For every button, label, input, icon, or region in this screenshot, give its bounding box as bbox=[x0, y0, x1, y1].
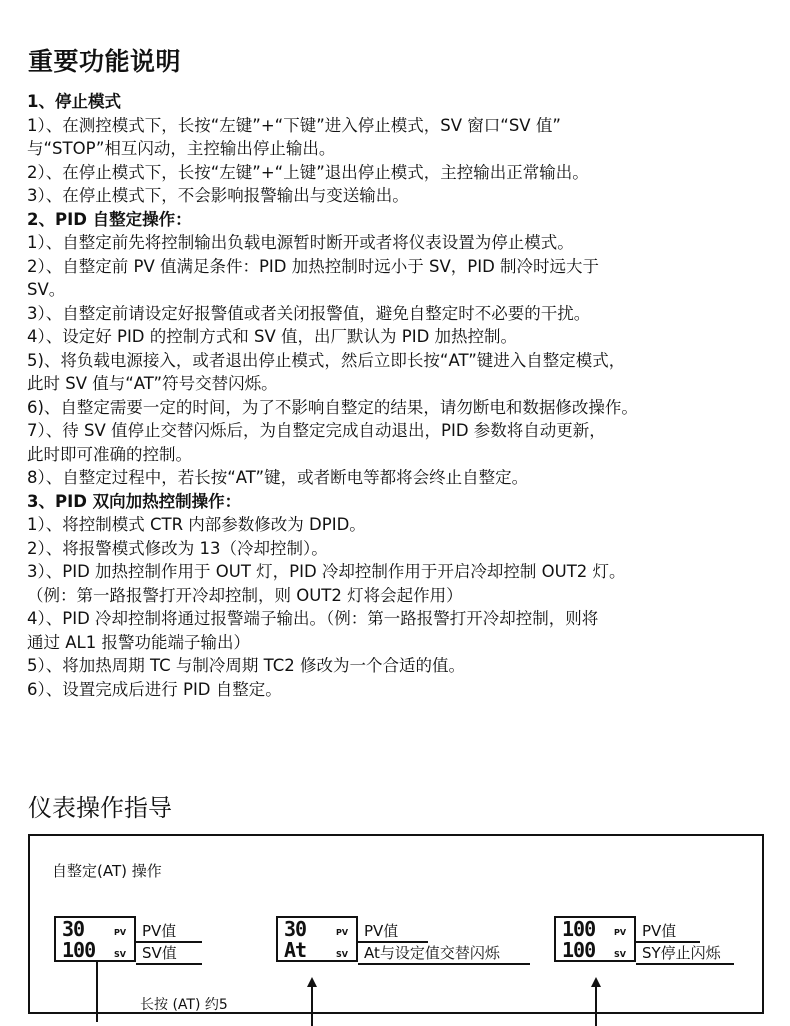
instruction-line: 1）、在测控模式下，长按“左键”+“下键”进入停止模式，SV 窗口“SV 值” bbox=[27, 115, 561, 135]
display-panel-3 bbox=[554, 916, 636, 962]
instruction-line: SV。 bbox=[27, 280, 66, 299]
instruction-line: 3）、PID 加热控制作用于 OUT 灯，PID 冷却控制作用于开启冷却控制 OUT2 灯。 bbox=[27, 562, 626, 581]
instruction-line: 与“STOP”相互闪动，主控输出停止输出。 bbox=[27, 139, 336, 158]
sv-tag: SV bbox=[114, 950, 126, 959]
panel-1-label-pv: PV值 bbox=[142, 922, 177, 940]
sv-readout: 100 bbox=[562, 938, 596, 962]
hold-at-hint: 长按 (AT) 约5 bbox=[140, 997, 228, 1013]
instruction-line: 2）、在停止模式下，长按“左键”+“上键”退出停止模式，主控输出正常输出。 bbox=[27, 162, 589, 182]
instruction-line: 3）、在停止模式下，不会影响报警输出与变送输出。 bbox=[27, 186, 409, 205]
instruction-line: 此时 SV 值与“AT”符号交替闪烁。 bbox=[27, 374, 278, 393]
display-panel-1 bbox=[54, 916, 136, 962]
section-heading: 1、停止模式 bbox=[27, 92, 121, 111]
pv-tag: PV bbox=[614, 928, 627, 937]
pv-readout: 100 bbox=[562, 917, 596, 941]
flow-line bbox=[96, 962, 98, 1022]
display-panel-2 bbox=[276, 916, 358, 962]
flow-line bbox=[311, 986, 313, 1026]
sv-tag: SV bbox=[336, 950, 348, 959]
instruction-line: 7）、待 SV 值停止交替闪烁后，为自整定完成自动退出，PID 参数将自动更新， bbox=[27, 421, 606, 440]
panel-1-label-sv: SV值 bbox=[142, 944, 177, 962]
instruction-line: 此时即可准确的控制。 bbox=[27, 444, 192, 464]
instruction-line: 1）、将控制模式 CTR 内部参数修改为 DPID。 bbox=[27, 515, 366, 534]
page-title: 重要功能说明 bbox=[28, 47, 182, 76]
panel-3-label-sv: SY停止闪烁 bbox=[642, 944, 721, 962]
flow-line bbox=[595, 986, 597, 1026]
instruction-line: 1）、自整定前先将控制输出负载电源暂时断开或者将仪表设置为停止模式。 bbox=[27, 233, 574, 252]
panel-3-label-pv: PV值 bbox=[642, 922, 677, 940]
panel-2-label-pv: PV值 bbox=[364, 922, 399, 940]
instruction-line: 4）、PID 冷却控制将通过报警端子输出。（例：第一路报警打开冷却控制，则将 bbox=[27, 609, 599, 628]
instruction-line: 4）、设定好 PID 的控制方式和 SV 值，出厂默认为 PID 加热控制。 bbox=[27, 327, 518, 346]
instruction-line: 8）、自整定过程中，若长按“AT”键，或者断电等都将会终止自整定。 bbox=[27, 468, 529, 487]
operation-diagram bbox=[28, 834, 764, 1014]
instruction-line: 6)、自整定需要一定的时间，为了不影响自整定的结果，请勿断电和数据修改操作。 bbox=[27, 397, 638, 417]
instruction-line: 6）、设置完成后进行 PID 自整定。 bbox=[27, 679, 282, 699]
underline bbox=[358, 963, 530, 965]
pv-tag: PV bbox=[114, 928, 127, 937]
section-heading: 2、PID 自整定操作： bbox=[27, 209, 192, 229]
instruction-line: 5)、将负载电源接入，或者退出停止模式，然后立即长按“AT”键进入自整定模式， bbox=[27, 350, 626, 370]
panel-2-label-at: At与设定值交替闪烁 bbox=[364, 944, 500, 962]
pv-readout: 30 bbox=[284, 917, 307, 941]
underline bbox=[636, 963, 734, 965]
instruction-line: 3）、自整定前请设定好报警值或者关闭报警值，避免自整定时不必要的干扰。 bbox=[27, 303, 591, 323]
instruction-list bbox=[27, 90, 777, 701]
instruction-line: 2）、自整定前 PV 值满足条件：PID 加热控制时远小于 SV，PID 制冷时远大于 bbox=[27, 256, 600, 276]
sv-tag: SV bbox=[614, 950, 626, 959]
diagram-title: 自整定(AT) 操作 bbox=[52, 862, 162, 880]
instruction-line: 5）、将加热周期 TC 与制冷周期 TC2 修改为一个合适的值。 bbox=[27, 656, 465, 675]
underline bbox=[136, 963, 202, 965]
guide-title: 仪表操作指导 bbox=[28, 794, 172, 822]
instruction-line: 通过 AL1 报警功能端子输出） bbox=[27, 632, 250, 652]
sv-readout: 100 bbox=[62, 938, 96, 962]
instruction-line: 2）、将报警模式修改为 13（冷却控制）。 bbox=[27, 538, 328, 558]
instruction-line: （例：第一路报警打开冷却控制，则 OUT2 灯将会起作用） bbox=[27, 585, 463, 605]
sv-readout: At bbox=[284, 938, 307, 962]
section-heading: 3、PID 双向加热控制操作： bbox=[27, 491, 242, 511]
pv-tag: PV bbox=[336, 928, 349, 937]
pv-readout: 30 bbox=[62, 917, 85, 941]
